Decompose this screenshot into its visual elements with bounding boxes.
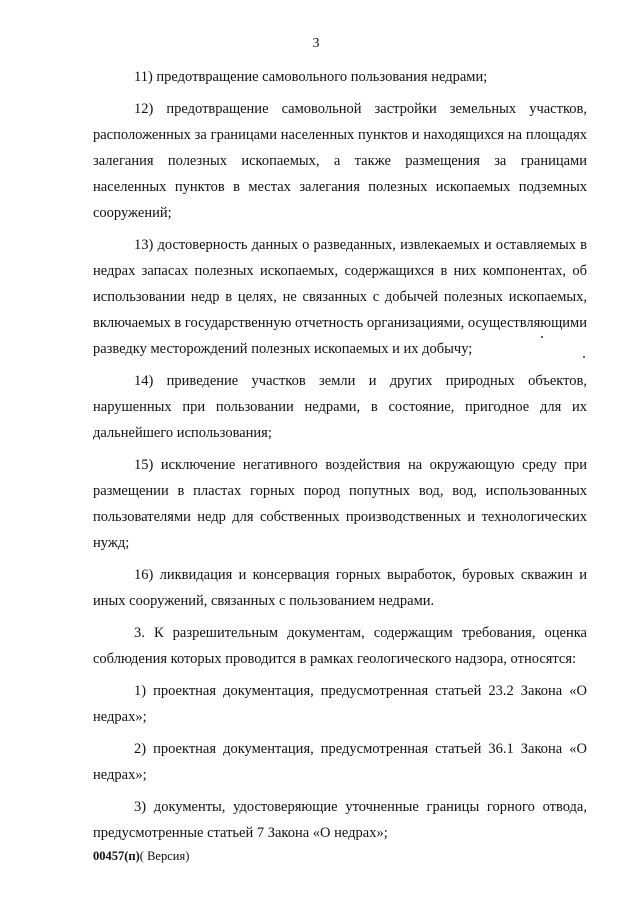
page-number: 3 — [312, 36, 320, 51]
scan-speck — [583, 356, 585, 358]
paragraph-doc-1: 1) проектная документация, предусмотренная статьей 23.2 Закона «О недрах»; — [93, 683, 587, 725]
paragraph-section-3: 3. К разрешительным документам, содержащим требования, оценка соблюдения которых проводится в рамках геологического надзора, относятся: — [93, 625, 587, 667]
paragraph-item-13: 13) достоверность данных о разведанных, извлекаемых и оставляемых в недрах запасах полезных ископаемых, содержащихся в них компонентах, об использовании недр в целях, не связанных с добычей полезных ископаемых, включаемых в государственную отчетность организациями, осуществляющими разведку месторождений полезных ископаемых и их добычу; — [93, 237, 587, 357]
paragraph-doc-3: 3) документы, удостоверяющие уточненные границы горного отвода, предусмотренные статьей 7 Закона «О недрах»; — [93, 799, 587, 841]
paragraph-item-14: 14) приведение участков земли и других природных объектов, нарушенных при пользовании недрами, в состояние, пригодное для их дальнейшего использования; — [93, 373, 587, 441]
document-version: ( Версия) — [139, 849, 190, 863]
paragraph-item-16: 16) ликвидация и консервация горных выработок, буровых скважин и иных сооружений, связанных с пользованием недрами. — [93, 567, 587, 609]
paragraph-item-12: 12) предотвращение самовольной застройки земельных участков, расположенных за границами населенных пунктов и находящихся на площадях залегания полезных ископаемых, а также размещения за границами населенных пунктов в местах залегания полезных ископаемых подземных сооружений; — [93, 101, 587, 221]
paragraph-doc-2: 2) проектная документация, предусмотренная статьей 36.1 Закона «О недрах»; — [93, 741, 587, 783]
paragraph-item-15: 15) исключение негативного воздействия на окружающую среду при размещении в пластах горных пород попутных вод, вод, использованных пользователями недр для собственных производственных и технологических нужд; — [93, 457, 587, 551]
paragraph-item-11: 11) предотвращение самовольного пользования недрами; — [134, 69, 488, 85]
document-code: 00457(п) — [93, 849, 140, 863]
document-body — [93, 64, 587, 846]
document-footer — [93, 849, 189, 864]
scan-speck — [541, 336, 543, 338]
